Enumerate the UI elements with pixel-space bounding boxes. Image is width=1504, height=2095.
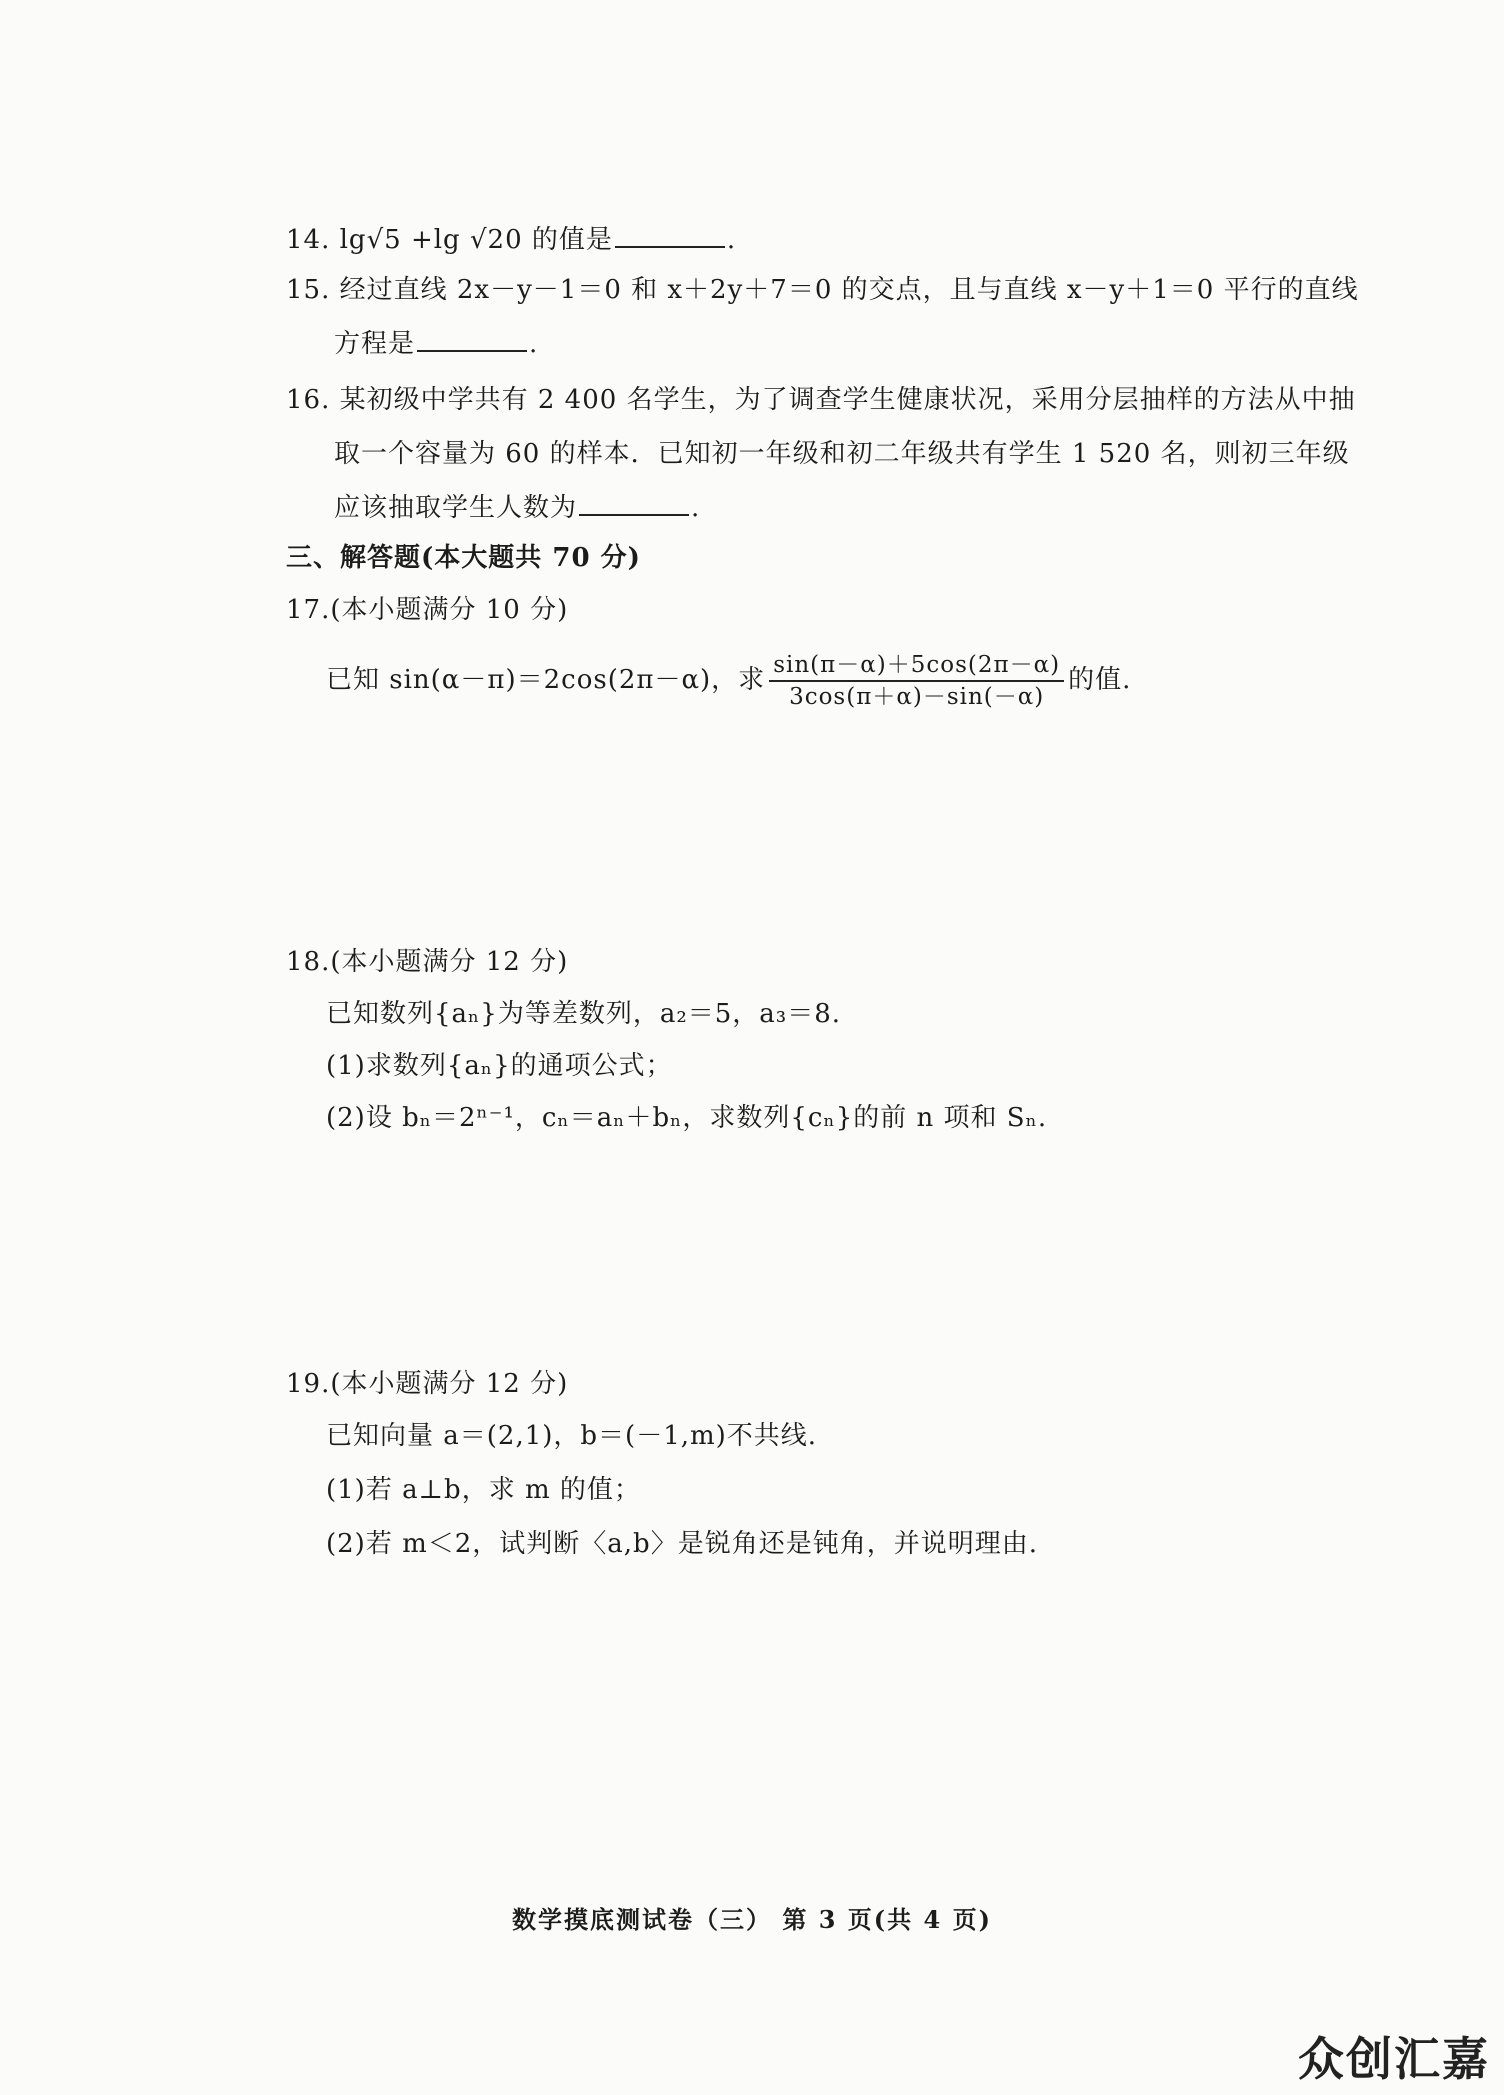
q16-line2: 取一个容量为 60 的样本．已知初一年级和初二年级共有学生 1 520 名，则初三年级 [334, 439, 1350, 469]
watermark-logo: 众创汇嘉 [1298, 2032, 1490, 2086]
q17-fraction [769, 650, 1064, 712]
q14-end: . [726, 225, 737, 255]
q15-text: 方程是 [334, 329, 416, 359]
q16-end: . [691, 493, 701, 523]
q17-post: 的值. [1068, 665, 1132, 695]
q18-line2: (1)求数列{aₙ}的通项公式； [326, 1051, 673, 1081]
page-footer: 数学摸底测试卷（三） 第 3 页(共 4 页) [512, 1905, 992, 1934]
q15-blank [417, 328, 527, 352]
q17-numerator: sin(π－α)＋5cos(2π－α) [769, 650, 1064, 682]
q18-line3: (2)设 bₙ＝2ⁿ⁻¹，cₙ＝aₙ＋bₙ，求数列{cₙ}的前 n 项和 Sₙ. [326, 1103, 1048, 1133]
q15-end: . [529, 329, 539, 359]
q17-body [326, 650, 1131, 712]
q14-text: 14. lg√5 +lg √20 的值是 [286, 225, 613, 255]
q14-blank [615, 224, 725, 248]
q16-line1: 16. 某初级中学共有 2 400 名学生，为了调查学生健康状况，采用分层抽样的方法从中抽 [286, 385, 1356, 415]
q19-header: 19.(本小题满分 12 分) [286, 1369, 569, 1399]
q16-text: 应该抽取学生人数为 [334, 493, 578, 523]
q17-pre: 已知 sin(α－π)＝2cos(2π－α)，求 [326, 665, 766, 695]
q17-denominator: 3cos(π＋α)－sin(－α) [789, 684, 1045, 710]
q16-line3 [334, 490, 700, 526]
q19-line2: (1)若 a⊥b，求 m 的值； [326, 1475, 641, 1505]
q15-line1: 15. 经过直线 2x－y－1＝0 和 x＋2y＋7＝0 的交点，且与直线 x－y＋1＝0 平行的直线 [286, 275, 1359, 305]
q18-header: 18.(本小题满分 12 分) [286, 947, 569, 977]
q17-header: 17.(本小题满分 10 分) [286, 595, 569, 625]
section3-heading: 三、解答题(本大题共 70 分) [286, 543, 641, 573]
q15-line2 [334, 326, 538, 362]
q19-line3: (2)若 m＜2，试判断〈a,b〉是锐角还是钝角，并说明理由. [326, 1529, 1038, 1559]
q18-line1: 已知数列{aₙ}为等差数列，a₂＝5，a₃＝8. [326, 999, 842, 1029]
q19-line1: 已知向量 a＝(2,1)，b＝(－1,m)不共线. [326, 1421, 818, 1451]
q16-blank [579, 492, 689, 516]
q14-line [286, 222, 736, 258]
